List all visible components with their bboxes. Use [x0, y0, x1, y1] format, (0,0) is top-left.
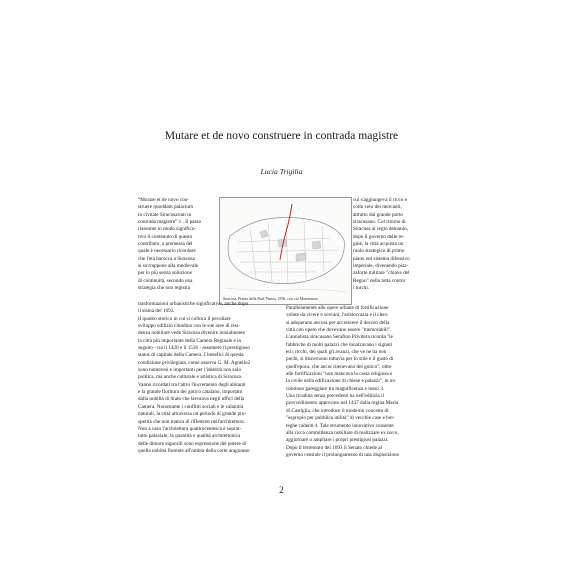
text-line: sono numerosi e importanti per l'identità non solo [138, 367, 242, 374]
text-line: di Castiglia, che introduce il moderno concetto di [286, 407, 389, 414]
text-line: Regno" nella lotta contro [353, 277, 406, 284]
text-line: Una ricaduta senza precedenti ha nell'edilizia il [286, 393, 385, 400]
text-line: quell'epoca, che ancor ritenevano del gotico"; oltre [286, 363, 392, 370]
text-line: gine, la città acquista un [353, 241, 404, 248]
text-line: Il quadro storico in cui si colloca il peculiare [138, 315, 231, 322]
text-line: cui s'aggiungeva il ricco e [353, 197, 407, 203]
text-line: imperiale, divenendo piaz- [353, 263, 409, 270]
text-line: di continuità, secondo una [138, 277, 193, 284]
text-line: città con opere che dovevano essere "memorabili". [286, 327, 392, 334]
text-line: la civile nella edificazione di chiese e palazzi", in un [286, 378, 395, 385]
text-line: denza nobiliare vede Siracusa divenire inizialmente [138, 330, 246, 337]
text-line: politica, ma anche culturale e artistica di Siracusa. [138, 374, 243, 381]
article-title: Mutare et de novo construere in contrada magistre [164, 129, 399, 142]
text-line: quella nobiltà fiorente all'ombra della corte aragonese [138, 447, 250, 454]
text-line: zaforte militare "chiave del [353, 270, 410, 277]
text-line: L'annalista siracusano Serafino Privitera ricorda "le [286, 334, 393, 341]
text-line: che l'età barocca a Siracusa [138, 255, 195, 262]
text-line: condizione privilegiata, come osserva G. M. Agnello2 [138, 359, 251, 366]
text-line: Parallelamente alle opere urbane di fortificazione [286, 305, 389, 311]
text-line: riassume in modo significa- [138, 226, 196, 233]
highlighted-street [280, 204, 292, 260]
text-line: piano nel sistema difensivo [353, 255, 410, 262]
figure-caption: Siracusa. Pianta della Real Piazza, 1830, con via Maestranza. [223, 297, 319, 301]
text-line: attratto dal grande porto [353, 211, 403, 218]
map-figure [219, 197, 352, 305]
text-line: sperità che non manca di rifletterst nell'architettura. [138, 418, 245, 425]
text-line: “Murare et de novo con- [138, 197, 189, 203]
page-number: 2 [279, 486, 284, 496]
text-line: ed i ricchi, dei quali gli avanzi, che ve ne ha non [286, 349, 387, 356]
text-line: Camera. Nonostante i conflitti sociali e le calamità [138, 403, 244, 410]
text-line: i turchi. [353, 285, 370, 292]
text-line: struere quoddam palacium [138, 204, 194, 211]
text-column-left-top [138, 197, 218, 292]
text-line: status di capitale della Camera. I benefici di questa [138, 352, 244, 359]
text-line: si adoperano ancora per accrescere il decoro della [286, 319, 390, 326]
harbor-line [225, 288, 346, 292]
text-line: continuo gareggiare tra magnificenza e lusso 3. [286, 385, 385, 392]
text-line: aggiornare o ampliare i propri prestigiosi palazzi. [286, 437, 389, 444]
text-line: provvedimento approvato nel 1437 dalla regina Maria [286, 400, 399, 407]
text-column-right-top [353, 197, 429, 292]
text-line: il sisma del 1693. [138, 308, 175, 315]
building-blocks [260, 230, 321, 261]
text-line: fabbriche di molti palazzi che innalzavano i signori [286, 341, 393, 348]
text-line: strategia che non registra [138, 285, 190, 292]
text-line: contrada magistre” 1 . Il passo [138, 219, 202, 226]
text-line: pochi, si discernono tuttavia per lo stile e il gusto di [286, 356, 394, 363]
text-line: Siracusa al regio demanio, [353, 226, 409, 233]
text-line: tutto palaziale; la quantità e qualità architettonica [138, 433, 241, 440]
city-map-image [220, 198, 351, 304]
text-line: tivo il contenuto di questo [138, 233, 193, 240]
text-line: la città più importante della Camera Reginale e in [138, 337, 242, 344]
text-line: e la grande fioritura del gotico catalano, importato [138, 389, 243, 396]
text-column-right-bottom [286, 305, 429, 459]
text-line: alle fortificazioni "non mancava la casta religiosa e [286, 371, 393, 378]
text-line: trasformazioni urbanistiche significative, anche dopo [138, 301, 249, 307]
text-line: naturali, la città attraversa un periodo di grande pro- [138, 411, 247, 418]
text-line: in civitate Siracusarum in [138, 211, 192, 218]
text-line: sviluppo edilizio cittadino con le sue aree di resi- [138, 323, 240, 330]
text-line: per lo più senza soluzione [138, 270, 192, 277]
text-line: dalla nobiltà di Stato che lavorava negli uffici della [138, 396, 245, 403]
text-line: delle dimore signorili sono espressione del potere di [138, 440, 247, 447]
text-line: teghe cadenti 4. Tale strumento innovativo consente [286, 422, 394, 429]
text-line: ruolo strategico di primo [353, 248, 405, 255]
text-line: quale è necessario ricordare [138, 248, 196, 255]
article-author: Lucia Trigilia [260, 167, 303, 176]
text-line: seguito - tra il 1420 e il 1536 - assumere il prestigioso [138, 345, 250, 352]
text-line: governo centrale il prolungamento di una disposizione [286, 451, 399, 458]
text-line: Dopo il terremoto del 1693 il Senato chiede al [286, 444, 382, 451]
text-line: "espropio per pubblica utilità" di vecchie case e bot- [286, 415, 395, 422]
text-line: Vanno ricordati tra l'altro l'incremento degli abitanti [138, 381, 246, 388]
text-column-left-bottom [138, 301, 280, 455]
text-line: contributo, a premessa del [138, 241, 193, 248]
text-line: alla ricca committenza nobiliare di realizzare ex novo, [286, 429, 399, 436]
text-line: siracusano. Col ritorno di [353, 219, 406, 226]
text-line: colto ceto dei mercanti, [353, 204, 402, 211]
text-line: Non a caso l'architettura quattrocentesca è soprat- [138, 425, 242, 432]
text-line: si sovrappone alla medievale [138, 263, 199, 270]
text-line: dopo il governo delle re- [353, 233, 405, 240]
text-line: volute da vicerè e sovrani, l'aristocrazia e il clero [286, 312, 388, 319]
